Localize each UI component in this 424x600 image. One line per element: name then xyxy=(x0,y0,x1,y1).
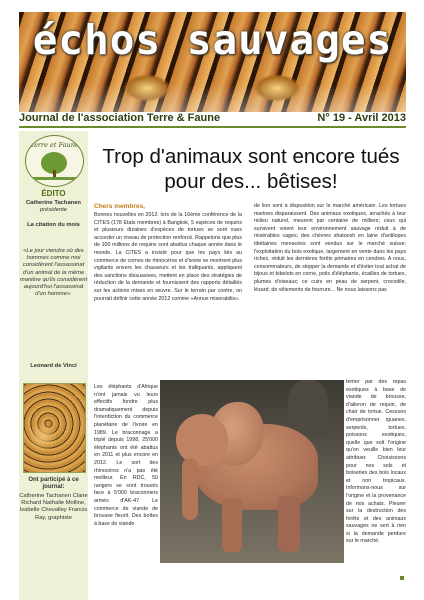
elephant-leg xyxy=(278,496,300,552)
end-of-article-marker xyxy=(400,576,404,580)
sidebar xyxy=(19,131,88,600)
quote-text: «Le jour viendra où des hommes comme moi considèrent l'assassinat d'un animal de la même manière qu'ils considèrent aujourd'hui l'assassinat d'un homme». xyxy=(19,248,88,298)
elephant-head xyxy=(176,414,228,466)
baby-elephant-photo xyxy=(160,380,344,563)
edito-role: présidente xyxy=(39,207,68,213)
masthead-banner xyxy=(19,12,406,112)
journal-name: Journal de l'association Terre & Faune xyxy=(19,112,221,124)
edito-heading: ÉDITO xyxy=(41,189,66,198)
article-column-1: Bonnes nouvelles en 2012: lors de la 16ème conférence de la CITES (178 Etats membres) à Bangkok, 5 espèces de requins et plusieurs dizaines d'espèces de tortues se sont vues accorder un niveau de protection renforcé. Rappelons que plus de 100 millions de requins sont abattus chaque année dans le monde. La CITES a insisté pour que les pays liés au commerce de cornes de rhinocéros et d'ivoire se montrent plus vigilants envers les chasseurs et les trafiquants, appliquent des sanctions dissuasives, mettent en place des stratégies de réduction de la demande et fournissent des rapports détaillés sur les actions mises en œuvre. Sur le terrain par contre, on pourrait définir cette année 2012 comme «Annus miserabilis». xyxy=(94,212,242,302)
issue-number: N° 19 - Avril 2013 xyxy=(317,112,406,124)
edito-author: Catherine Tachanen xyxy=(26,200,81,206)
elephant-leg xyxy=(222,498,242,552)
article-column-2-bottom: tenter par des repas exotiques à base de viande de brousse, d'aileron de requin, de chair de tortue. Cessons d'emprisonner iguanes, serpents, tortues, poissons exotiques, quelle que soit l'origine qu'on veuille bien leur attribuer. Choisissons pour nos sols et boiseries des bois locaux et non tropicaux. Informons-nous sur l'origine et la provenance de nos achats. Pleurer sur la destruction des forêts et des animaux sauvages ne sert à rien si la demande perdure sur le marché. xyxy=(346,379,406,545)
contributors-heading: Ont participé à ce journal: xyxy=(28,477,79,491)
article-greeting: Chers membres, xyxy=(94,203,145,210)
association-logo xyxy=(25,135,84,187)
article-column-2: de lion sont à disposition sur le marché américain. Les tortues marines disparaissent. Des animaux exotiques, arrachés à leur milieu naturel, meurent par centaine de milliers; ceux qui survivent voient leur environnement sauvage réduit à de misérables cages; des chèvres shatoosh en laine d'antilopes tibétaines menacées sont vendus sur le marché suisse; l'exploitation du bois exotique, largement en vente dans les pays riches, réduit les dernières forêts primaires en cendres. A nous, consommateurs, de stopper la demande et d'éviter tout achat de bijoux et bibelots en corne, poils d'éléphants, écailles de tortues, plumes d'oiseaux; ce cuirs en peau de serpent, crocodile, lézard; de vêtements de fourrure... Ne nous laissons pas xyxy=(254,203,406,293)
leopard-photo xyxy=(23,383,86,473)
ground-line xyxy=(32,177,77,180)
elephant-trunk xyxy=(182,458,198,520)
quote-author: Leonard de Vinci xyxy=(30,363,77,369)
article-column-1-bottom: Les éléphants d'Afrique n'ont jamais vu leurs effectifs fondre plus dramatiquement depuis l'interdiction du commerce planétaire de l'ivoire en 1989. Le braconnage a triplé depuis 1998, 25'000 éléphants ont été abattus en 2011 et plus encore en 2012. Le sort des rhinocéros n'a pas été meilleur. En RDC, 50 rangers se sont trouvés face à 5'000 braconniers armés d'AK-47. Le commerce de viande de brousse fleurit. Des boîtes à base de viande xyxy=(94,384,158,527)
contributors-list: Catherine Tachanen Claire Richard Nathalie Molline, Isabelle Chevalley Francis Ray, graphiste xyxy=(19,493,88,521)
article-headline: Trop d'animaux sont encore tués pour des... bêtises! xyxy=(102,145,400,193)
newsletter-title: échos sauvages xyxy=(32,16,393,64)
masthead-subheader xyxy=(19,112,406,128)
logo-text: Terre et Faune xyxy=(30,141,79,149)
quote-title: La citation du mois xyxy=(27,222,80,228)
